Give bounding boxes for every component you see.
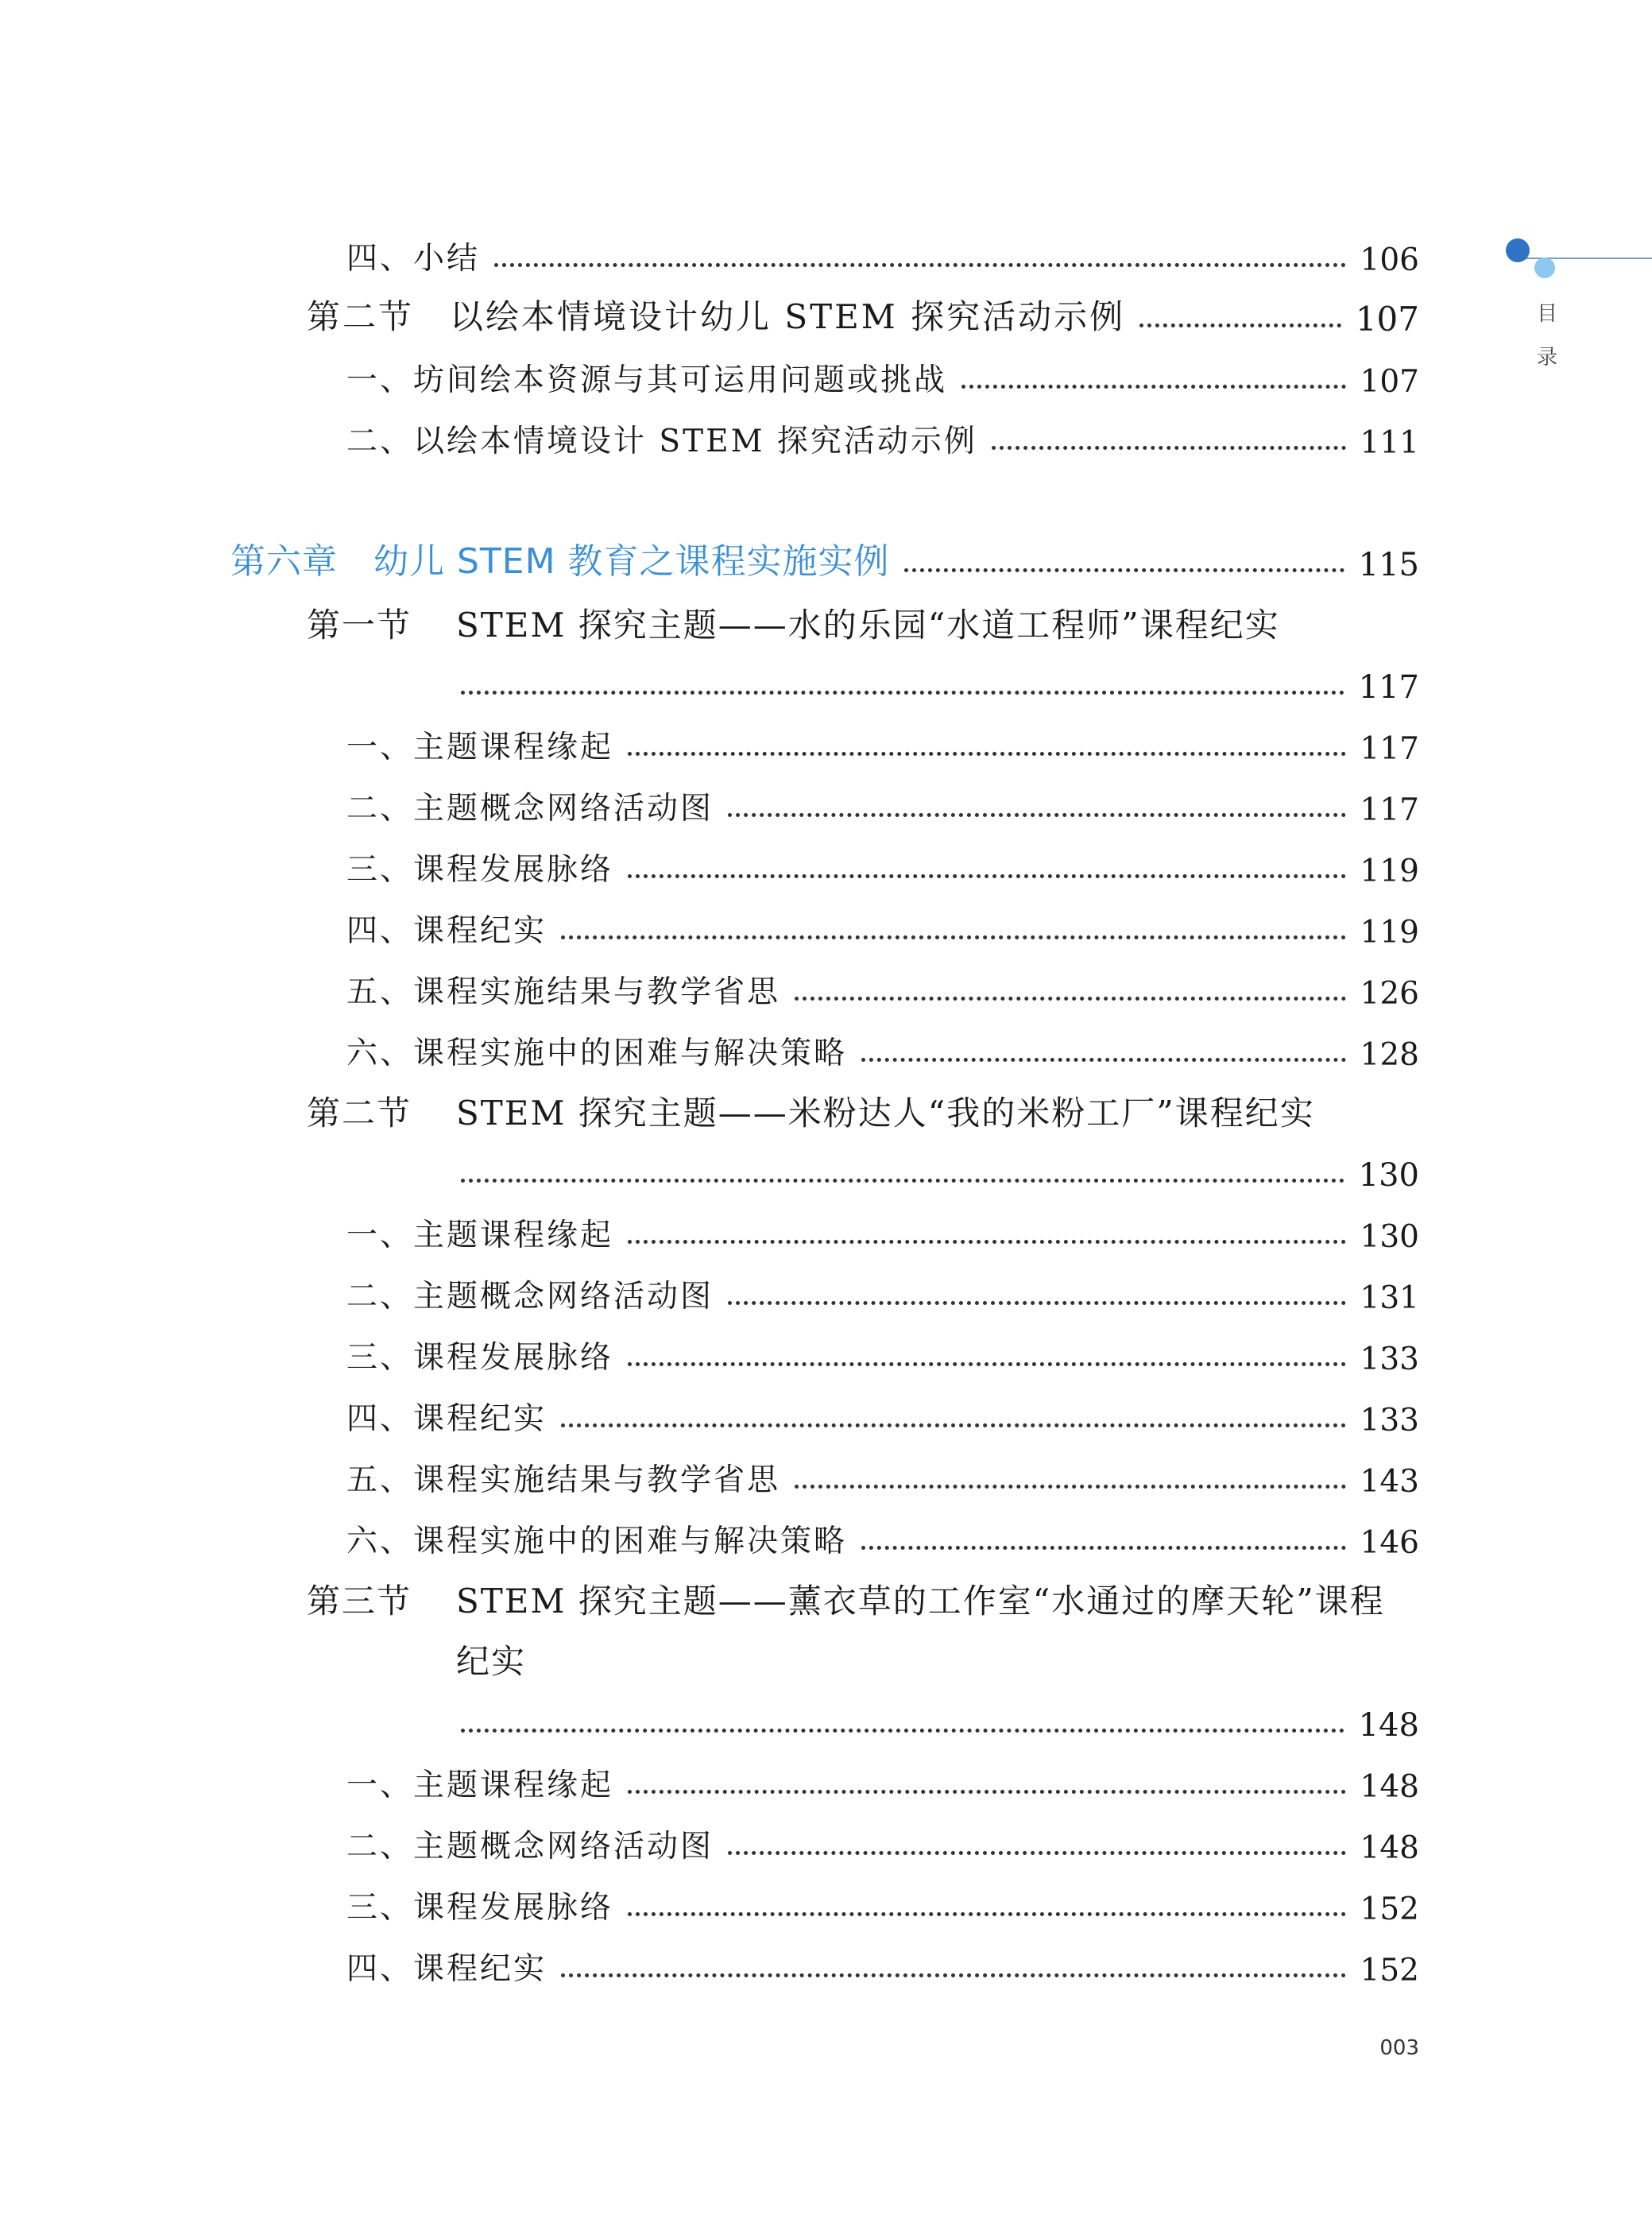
section-title-text: STEM 探究主题——薰衣草的工作室“水通过的摩天轮”课程 <box>456 1582 1385 1621</box>
toc-row-label: 六、课程实施中的困难与解决策略 <box>346 1036 848 1071</box>
toc-row[interactable] <box>346 1391 1419 1439</box>
toc-row[interactable] <box>346 1268 1419 1316</box>
dot-leader <box>628 1362 1346 1366</box>
toc-row[interactable] <box>346 964 1419 1012</box>
toc-row-page: 143 <box>1360 1464 1419 1500</box>
toc-row-page: 133 <box>1360 1403 1419 1439</box>
toc-row-label: 四、小结 <box>346 241 481 277</box>
dot-leader <box>728 1851 1346 1855</box>
dot-dark-blue-icon <box>1506 238 1530 262</box>
toc-row-page: 152 <box>1360 1892 1419 1927</box>
toc-row[interactable] <box>346 1513 1419 1561</box>
toc-row-page: 146 <box>1360 1525 1419 1561</box>
toc-section-leader-row[interactable] <box>461 1146 1419 1194</box>
section-1-title[interactable] <box>307 599 1280 647</box>
dot-leader <box>904 568 1344 572</box>
toc-row-label: 一、主题课程缘起 <box>346 1768 614 1803</box>
toc-section-leader-row[interactable] <box>461 1696 1419 1744</box>
toc-row-label: 五、课程实施结果与教学省思 <box>346 1462 781 1498</box>
toc-section-leader-row[interactable] <box>461 658 1419 706</box>
toc-row-label: 一、主题课程缘起 <box>346 1218 614 1253</box>
toc-row-label: 一、坊间绘本资源与其可运用问题或挑战 <box>346 362 948 398</box>
toc-row-page: 117 <box>1360 792 1419 828</box>
toc-row-label: 第二节 以绘本情境设计幼儿 STEM 探究活动示例 <box>307 297 1126 336</box>
toc-row[interactable] <box>346 1025 1419 1073</box>
section-3-title[interactable] <box>307 1575 1385 1623</box>
toc-row-label: 三、课程发展脉络 <box>346 1890 614 1926</box>
dot-leader <box>561 1973 1346 1977</box>
toc-row-page: 107 <box>1360 364 1419 400</box>
dot-leader <box>461 1179 1344 1183</box>
section-number: 第三节 <box>307 1582 412 1621</box>
toc-row-label: 一、主题课程缘起 <box>346 730 614 765</box>
toc-row-label: 二、主题概念网络活动图 <box>346 1279 714 1315</box>
section-title-text: STEM 探究主题——水的乐园“水道工程师”课程纪实 <box>456 606 1280 645</box>
section-3-title-continuation: 纪实 <box>456 1642 527 1681</box>
toc-row-page: 126 <box>1360 976 1419 1012</box>
dot-leader <box>861 1546 1346 1550</box>
toc-row-page: 131 <box>1360 1280 1419 1316</box>
dot-leader <box>561 935 1346 939</box>
page-number: 003 <box>1379 2036 1419 2060</box>
toc-row-page: 119 <box>1360 915 1419 951</box>
section-title-text: STEM 探究主题——米粉达人“我的米粉工厂”课程纪实 <box>456 1094 1315 1133</box>
toc-row-page: 133 <box>1360 1342 1419 1377</box>
dot-leader <box>461 1729 1344 1733</box>
dot-leader <box>628 752 1346 756</box>
toc-row-page: 115 <box>1358 547 1419 583</box>
toc-row-page: 119 <box>1360 854 1419 889</box>
toc-row-page: 152 <box>1360 1953 1419 1988</box>
toc-row-label: 四、课程纪实 <box>346 1951 547 1987</box>
dot-leader <box>628 1790 1346 1794</box>
toc-row[interactable] <box>346 1818 1419 1866</box>
section-2-title[interactable] <box>307 1087 1315 1135</box>
dot-leader <box>961 385 1346 389</box>
toc-row-page: 148 <box>1360 1830 1419 1866</box>
toc-row[interactable] <box>346 1757 1419 1805</box>
toc-row-page: 107 <box>1355 300 1419 339</box>
dot-leader <box>795 1485 1346 1489</box>
toc-row-label: 二、主题概念网络活动图 <box>346 791 714 827</box>
toc-row-label: 三、课程发展脉络 <box>346 1340 614 1376</box>
toc-row-label: 六、课程实施中的困难与解决策略 <box>346 1524 848 1559</box>
dot-leader <box>628 874 1346 878</box>
dot-leader <box>728 1301 1346 1305</box>
dot-leader <box>494 263 1346 267</box>
dot-leader <box>628 1912 1346 1916</box>
chapter-title: 第六章 幼儿 STEM 教育之课程实施实例 <box>230 541 890 582</box>
toc-row-label: 五、课程实施结果与教学省思 <box>346 974 781 1010</box>
toc-row-page: 128 <box>1360 1037 1419 1073</box>
toc-row[interactable] <box>346 719 1419 767</box>
toc-row[interactable] <box>346 842 1419 889</box>
toc-row[interactable] <box>346 230 1419 278</box>
dot-leader <box>628 1240 1346 1244</box>
dot-leader <box>992 446 1346 450</box>
side-tab-char-2: 录 <box>1536 346 1557 370</box>
toc-row[interactable] <box>346 780 1419 828</box>
toc-row[interactable] <box>346 413 1419 461</box>
toc-row-page: 148 <box>1360 1769 1419 1805</box>
dot-leader <box>728 813 1346 817</box>
dot-leader <box>795 997 1346 1001</box>
toc-row-page: 111 <box>1360 425 1419 461</box>
dot-leader <box>1139 323 1341 327</box>
toc-row-label: 三、课程发展脉络 <box>346 852 614 888</box>
toc-row[interactable] <box>346 352 1419 400</box>
toc-row-page: 148 <box>1358 1707 1419 1744</box>
toc-row-label: 四、课程纪实 <box>346 1401 547 1437</box>
dot-leader <box>861 1058 1346 1062</box>
toc-row[interactable] <box>346 1941 1419 1988</box>
toc-row-page: 106 <box>1360 242 1419 278</box>
toc-row-label: 二、以绘本情境设计 STEM 探究活动示例 <box>346 424 977 459</box>
toc-row-page: 117 <box>1360 731 1419 767</box>
section-number: 第一节 <box>307 606 412 645</box>
section-number: 第二节 <box>307 1094 412 1133</box>
dot-leader <box>461 691 1344 695</box>
toc-chapter-row[interactable] <box>230 536 1419 583</box>
toc-row-page: 130 <box>1358 1157 1419 1194</box>
toc-section-row[interactable] <box>307 291 1419 339</box>
toc-row[interactable] <box>346 1452 1419 1500</box>
toc-row-page: 130 <box>1360 1219 1419 1255</box>
side-tab-char-1: 目 <box>1536 302 1557 326</box>
toc-row[interactable] <box>346 903 1419 951</box>
dot-leader <box>561 1423 1346 1427</box>
side-tab <box>1506 232 1652 391</box>
toc-row-page: 117 <box>1358 669 1419 706</box>
toc-row-label: 四、课程纪实 <box>346 913 547 949</box>
dot-light-blue-icon <box>1534 258 1555 278</box>
toc-row[interactable] <box>346 1207 1419 1255</box>
toc-row[interactable] <box>346 1880 1419 1927</box>
toc-row[interactable] <box>346 1330 1419 1377</box>
toc-row-label: 二、主题概念网络活动图 <box>346 1829 714 1865</box>
